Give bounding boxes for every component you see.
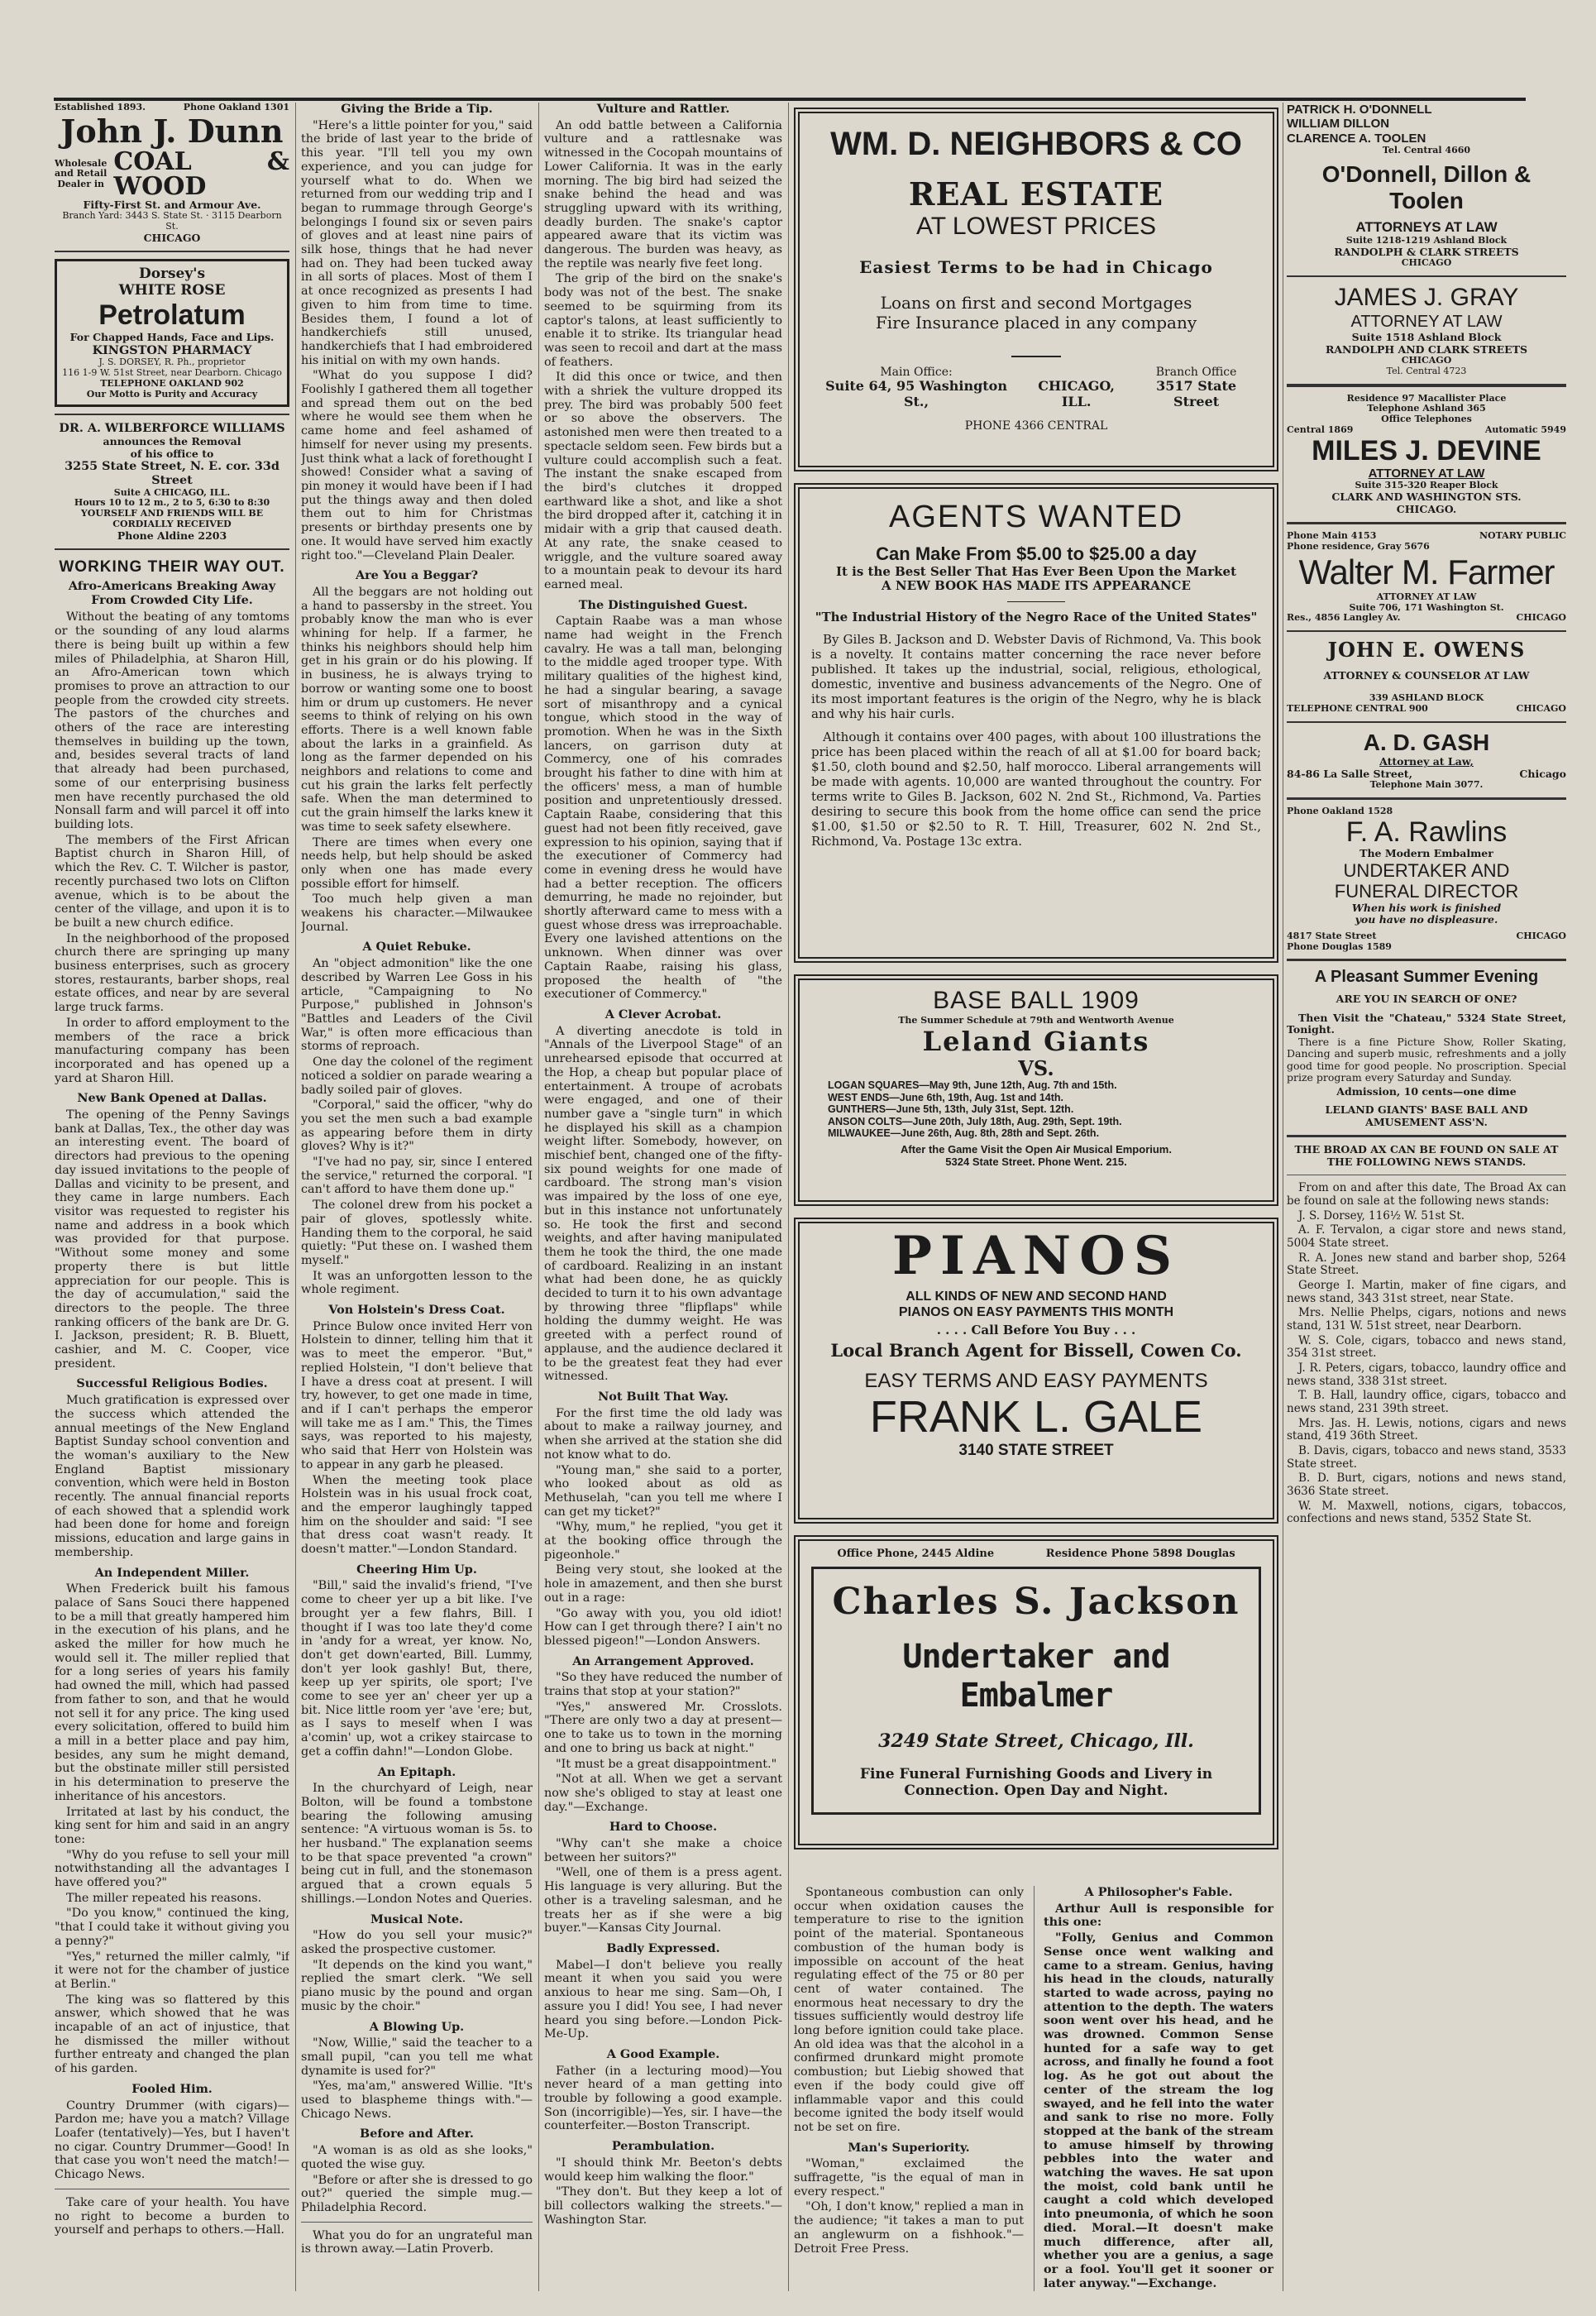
farmer-notary: NOTARY PUBLIC — [1479, 530, 1566, 542]
devine-res: Residence 97 Macallister Place — [1346, 392, 1507, 404]
badly-p1: Mabel—I don't believe you really meant it when you said you were anxious to hear me sing. Sam—Oh, I assure you I did! You see, I had never heard you sing before.—London Pick-Me-Up. — [544, 1958, 782, 2041]
dorsey-prop: J. S. DORSEY, R. Ph., proprietor — [98, 356, 246, 368]
dunn-coal-wood: COAL & WOOD — [113, 146, 289, 201]
gash-addr: 84-86 La Salle Street, — [1287, 767, 1412, 780]
williams-l5: Suite A CHICAGO, ILL. — [113, 486, 231, 498]
neighbors-phone: PHONE 4366 CENTRAL — [964, 419, 1108, 433]
stand-5: Mrs. Nellie Phelps, cigars, notions and news stand, 131 W. 51st street, near Dearborn. — [1287, 1306, 1566, 1333]
holstein-title: Von Holstein's Dress Coat. — [328, 1303, 505, 1318]
gray-tel: Tel. Central 4723 — [1386, 365, 1467, 376]
column-2 — [301, 103, 533, 2291]
before-title: Before and After. — [360, 2127, 474, 2141]
williams-l7: YOURSELF AND FRIENDS WILL BE CORDIALLY RECEIVED — [80, 508, 264, 529]
rebuke-p1: An "object admonition" like the one described by Warren Lee Goss in his article, "Campaigning to No Purpose," published in Johnson's "Battles and Leaders of the Civil War," is often more efficacious than storms of reproach. — [301, 957, 533, 1054]
odonnell-n2: WILLIAM DILLON — [1287, 117, 1390, 132]
working-title: WORKING THEIR WAY OUT. — [59, 558, 285, 577]
holstein-p2: When the meeting took place Holstein was in his usual frock coat, and the emperor laughingly tapped him on the shoulder and said: "I see that dress coat wasn't ready. It doesn't matter."—London Standard. — [301, 1473, 533, 1557]
pianos-l1: ALL KINDS OF NEW AND SECOND HAND — [906, 1290, 1167, 1304]
working-p2: The members of the First African Baptist church in Sharon Hill, of which the Rev. C. T. Wilcher is pastor, recently purchased two lots on Clifton avenue, which is to be about the center of the village, and upon it is to be built a new church edifice. — [55, 833, 289, 930]
baseball-game-2: WEST ENDS—June 6th, 19th, Aug. 1st and 14th. — [828, 1091, 1063, 1103]
choose-p1: "Why can't she make a choice between her suitors?" — [544, 1837, 782, 1864]
devine-office-tel: Office Telephones — [1381, 414, 1472, 424]
example-p1: Father (in a lecturing mood)—You never heard of a man getting into trouble by following a good example. Son (incorrigible)—Yes, sir. I have—the counterfeiter.—Boston Transcript. — [544, 2064, 782, 2133]
holstein-p1: Prince Bulow once invited Herr von Holstein to dinner, telling him that it was to meet the emperor. "But," replied Holstein, "I don't believe that I have a dress coat at present. I will try, however, to get one made in time, and if I can't perhaps the emperor will take me as I am." This, the Times says, was reported to his majesty, who said that Herr von Holstein was to appear in any garb he pleased. — [301, 1319, 533, 1471]
summer-q: ARE YOU IN SEARCH OF ONE? — [1336, 993, 1517, 1006]
arrangement-title: An Arrangement Approved. — [572, 1653, 754, 1668]
baseball-ad — [794, 974, 1278, 1206]
acrobat-title: A Clever Acrobat. — [604, 1007, 722, 1022]
gash-ad — [1287, 730, 1566, 791]
rawlins-name: F. A. Rawlins — [1345, 816, 1508, 848]
farmer-name: Walter M. Farmer — [1298, 552, 1555, 591]
rawlins-l2: FUNERAL DIRECTOR — [1334, 881, 1519, 902]
column-rule — [1034, 1886, 1035, 2291]
broad-ax-stands — [1287, 1144, 1566, 1525]
pianos-title: PIANOS — [891, 1225, 1181, 1287]
miller-p5: "Do you know," continued the king, "that I could take it without giving you a penny?" — [55, 1907, 289, 1948]
williams-l3: of his office to — [130, 447, 214, 460]
miller-p3: "Why do you refuse to sell your mill notwithstanding all the advantages I have offered you?" — [55, 1848, 289, 1890]
gray-role: ATTORNEY AT LAW — [1350, 312, 1503, 331]
stand-1: J. S. Dorsey, 116½ W. 51st St. — [1298, 1208, 1465, 1223]
farmer-res-phone: Phone residence, Gray 5676 — [1287, 540, 1430, 552]
beggar-p2: There are times when every one needs help, but help should be asked only when one has made every possible effort for himself. — [301, 835, 533, 891]
dunn-name: John J. Dunn — [60, 112, 284, 150]
williams-l8: Phone Aldine 2203 — [117, 529, 227, 542]
pianos-l2: PIANOS ON EASY PAYMENTS THIS MONTH — [898, 1304, 1174, 1319]
man-sup-p2: "Oh, I don't know," replied a man in the audience; "it takes a man to put an anglewurm on a fishhook."—Detroit Free Press. — [794, 2200, 1024, 2256]
working-sub: Afro-Americans Breaking Away From Crowded City Life. — [68, 579, 276, 607]
journey-p1: For the first time the old lady was about to make a railway journey, and when she arrived at the station she did not know what to do. — [544, 1406, 782, 1462]
lower-articles — [794, 1886, 1278, 2291]
odonnell-ad — [1287, 103, 1566, 269]
jackson-undertaker-ad — [794, 1535, 1278, 1849]
farmer-phone: Phone Main 4153 — [1287, 530, 1377, 542]
arrangement-p4: "Not at all. When we get a servant now she's obliged to stay at least one day."—Exchange. — [544, 1773, 782, 1814]
fable-title: A Philosopher's Fable. — [1084, 1886, 1233, 1899]
neighbors-real-estate: REAL ESTATE — [908, 175, 1164, 213]
miller-p4: The miller repeated his reasons. — [66, 1891, 262, 1905]
odonnell-tel: Tel. Central 4660 — [1382, 145, 1471, 156]
stand-6: W. S. Cole, cigars, tobacco and news stand, 354 31st street. — [1287, 1333, 1566, 1361]
vulture-p2: The grip of the bird on the snake's body was not of the best. The snake seemed to be squirming from its captor's talons, at least sufficiently to enable it to strike. Its triangular head was seen to recoil and dart at the mass of feathers. — [544, 272, 782, 369]
miller-p7: The king was so flattered by this answer, which showed that he was incapable of an act of injustice, that he dismissed the miller without further entreaty and changed the plan of his garden. — [55, 1993, 289, 2076]
dorsey-line4: For Chapped Hands, Face and Lips. — [69, 331, 275, 344]
column-rule — [538, 103, 539, 2291]
baseball-team: Leland Giants — [922, 1025, 1150, 1057]
before-p1: "A woman is as old as she looks," quoted the wise guy. — [301, 2144, 533, 2171]
neighbors-loans: Loans on first and second Mortgages — [880, 293, 1192, 313]
dunn-established: Established 1893. — [55, 103, 146, 112]
odonnell-n1: PATRICK H. O'DONNELL — [1287, 103, 1432, 117]
gray-suite: Suite 1518 Ashland Block — [1351, 331, 1502, 343]
devine-central: Central 1869 — [1287, 423, 1354, 435]
rebuke-title: A Quiet Rebuke. — [362, 940, 471, 955]
epitaph-title: An Epitaph. — [377, 1764, 456, 1779]
rebuke-p4: "I've had no pay, sir, since I entered the service," returned the corporal. "I can't afford to have them done up." — [301, 1156, 533, 1197]
neighbors-main-addr: Suite 64, 95 Washington St., — [825, 378, 1007, 409]
journey-title: Not Built That Way. — [598, 1389, 729, 1404]
blowing-p1: "Now, Willie," said the teacher to a small pupil, "can you tell me what dynamite is used for?" — [301, 2036, 533, 2078]
acrobat-p1: A diverting anecdote is told in "Annals of the Liverpool Stage" of an unrehearsed episode that occurred at the Hop, a cheap but popular place of entertainment. A troupe of acrobats were engaged, and one of their number gave a "single turn" in which he displayed his skill as a champion weight lifter. Somebody, however, on mischief bent, changed one of the fifty-six pound weights for one made of cardboard. The strong man's vision was impaired by the loss of one eye, but in this instance not unfortunately so. He took the first and second weights, and after having manipulated them he took the third, the one made of cardboard. Realizing in an instant what had been done, he as quickly decided to turn it to his own advantage by throwing three "flipflaps" while holding the dummy weight. He was greeted with a perfect round of applause, and the audience declared it to be the greatest feat they had ever witnessed. — [544, 1024, 782, 1384]
top-rule — [54, 98, 1526, 101]
rawlins-ad — [1287, 806, 1566, 952]
dorsey-pharmacy: KINGSTON PHARMACY — [92, 342, 252, 357]
summer-visit: Then Visit the "Chateau," 5324 State Street, Tonight. — [1287, 1011, 1566, 1036]
religious-p1: Much gratification is expressed over the success which attended the annual meetings of the New England Baptist Sunday school convention and the woman's auxiliary to the New England Baptist missionary convention, which were held in Boston recently. The annual financial reports of each showed that a splendid work had been done for home and foreign missions, education and large gains in membership. — [55, 1394, 289, 1559]
broad-ax-intro: From on and after this date, The Broad Ax can be found on sale at the following news stands: — [1287, 1181, 1566, 1208]
dorsey-line1: Dorsey's — [138, 266, 206, 283]
perambulation-p1: "I should think Mr. Beeton's debts would keep him walking the floor." — [544, 2156, 782, 2184]
religious-title: Successful Religious Bodies. — [76, 1376, 268, 1391]
agents-p2: Although it contains over 400 pages, with about 100 illustrations the price has been placed within the reach of all at $1.00 for board back; $1.50, cloth bound and $2.50, half morocco. Liberal arrangements will be made with agents. 10,000 are wanted throughout the country. For terms write to Giles B. Jackson, 602 N. 2nd St., Richmond, Va. Parties desiring to secure this book from the home office can send the price $1.00, $1.50 or $2.50 to R. T. Hill, Treasurer, 602 N. 2nd St., Richmond, Va. Postage 13c extra. — [811, 729, 1261, 849]
neighbors-lowest: AT LOWEST PRICES — [915, 213, 1157, 241]
perambulation-p2: "They don't. But they keep a lot of bill collectors walking the streets."—Washington Star. — [544, 2185, 782, 2227]
musical-title: Musical Note. — [370, 1912, 464, 1926]
column-5-directory — [1287, 103, 1566, 2291]
devine-suite: Suite 315-320 Reaper Block — [1355, 480, 1498, 491]
ads-column — [794, 103, 1278, 1881]
working-p4: In order to afford employment to the members of the race a brick manufacturing company has been incorporated and has opened up a yard at Sharon Hill. — [55, 1016, 289, 1085]
jackson-res-phone: Residence Phone 5898 Douglas — [1045, 1548, 1235, 1560]
bride-p2: "What do you suppose I did? Foolishly I gathered them all together and spread them out on the bed where he would see them when he came home and feel ashamed of himself for never using my presents. Just think what a lack of forethought I showed! Consider what a saving of pin money it would have been if I had put the things away and then doled them out to him for Christmas presents or birthday presents one by one. It would have served him exactly right too."—Cleveland Plain Dealer. — [301, 369, 533, 562]
dunn-phone: Phone Oakland 1301 — [183, 103, 289, 112]
summer-title: A Pleasant Summer Evening — [1314, 968, 1539, 987]
owens-tel: TELEPHONE CENTRAL 900 — [1287, 703, 1428, 715]
stand-11: B. D. Burt, cigars, notions and news stand, 3636 State street. — [1287, 1471, 1566, 1498]
odonnell-city: CHICAGO — [1401, 257, 1452, 269]
agents-earn: Can Make From $5.00 to $25.00 a day — [876, 543, 1197, 565]
odonnell-streets: RANDOLPH & CLARK STREETS — [1334, 245, 1519, 258]
man-sup-p1: "Woman," exclaimed the suffragette, "is the equal of man in every respect." — [794, 2157, 1024, 2199]
rawlins-phone2: Phone Douglas 1589 — [1287, 940, 1392, 952]
baseball-address: 5324 State Street. Phone Went. 215. — [945, 1156, 1127, 1169]
pianos-ad — [794, 1218, 1278, 1524]
blowing-p2: "Yes, ma'am," answered Willie. "It's used to blaspheme things with."—Chicago News. — [301, 2079, 533, 2121]
column-1 — [55, 103, 289, 2291]
choose-p2: "Well, one of them is a press agent. His language is very alluring. But the other is a traveling salesman, and he treats her as if she were a big buyer."—Kansas City Journal. — [544, 1866, 782, 1936]
dorsey-line2: WHITE ROSE — [118, 282, 226, 299]
devine-streets: CLARK AND WASHINGTON STS. — [1331, 490, 1522, 504]
journey-p5: "Go away with you, you old idiot! How can I get through there? I ain't no blessed pigeon!"—London Answers. — [544, 1606, 782, 1648]
stand-8: T. B. Hall, laundry office, cigars, tobacco and news stand, 231 39th street. — [1287, 1389, 1566, 1415]
summer-evening-ad — [1287, 968, 1566, 1128]
miller-p6: "Yes," returned the miller calmly, "if it were not for the chamber of justice at Berlin." — [55, 1950, 289, 1991]
column-3 — [544, 103, 782, 2291]
devine-role: ATTORNEY AT LAW — [1368, 466, 1485, 481]
man-sup-title: Man's Superiority. — [848, 2140, 970, 2155]
before-p2: "Before or after she is dressed to go out?" queried the simple mug.—Philadelphia Record. — [301, 2173, 533, 2214]
gray-ad — [1287, 284, 1566, 376]
rebuke-p6: It was an unforgotten lesson to the whole regiment. — [301, 1269, 533, 1297]
badly-title: Badly Expressed. — [606, 1941, 720, 1955]
bride-p1: "Here's a little pointer for you," said the bride of last year to the bride of this year. "I'll tell you my own experience, and you can judge for yourself what to do. When we returned from our wedding trip and I began to rummage through George's belongings I found six or seven pairs of gloves and at least nine pairs of silk hose, things that he had never had on. They had been tucked away in all sorts of places. Most of them I at once recognized as presents I had given to him from time to time. Besides them, I found a lot of handkerchiefs still unused, handkerchiefs that I had embroidered his initial on with my own hands. — [301, 118, 533, 367]
working-p1: Without the beating of any tomtoms or the sounding of any loud alarms there is being built up within a few miles of Philadelphia, at Sharon Hill, an Afro-American town which promises to prove an attraction to our people from the crowded city streets. The pastors of the churches and others of the race are interesting themselves in building up the town, and, besides several tracts of land that already had been purchased, some of our enterprising business men have recently purchased the old Nonsall farm and will parcel it off into building lots. — [55, 610, 289, 831]
gray-name: JAMES J. GRAY — [1334, 284, 1519, 312]
neighbors-name: WM. D. NEIGHBORS & CO — [830, 126, 1242, 162]
fable-p1: Arthur Aull is responsible for this one: — [1044, 1901, 1273, 1930]
broad-ax-title: THE BROAD AX CAN BE FOUND ON SALE AT THE FOLLOWING NEWS STANDS. — [1294, 1143, 1559, 1168]
gash-tel: Telephone Main 3077. — [1369, 779, 1484, 791]
rawlins-l1: UNDERTAKER AND — [1343, 859, 1510, 881]
baseball-title: BASE BALL 1909 — [933, 987, 1140, 1014]
guest-title: The Distinguished Guest. — [578, 597, 748, 612]
vulture-p1: An odd battle between a California vulture and a rattlesnake was witnessed in the Cocopah mountains of Lower California. It was in the early morning. The big bird had seized the snake behind the head and was struggling upward with its writhing, deadly burden. The snake's captor appeared aware that its victim was dangerous. The burden was heavy, as the reptile was nearly five feet long. — [544, 118, 782, 270]
rawlins-tag: The Modern Embalmer — [1359, 847, 1493, 860]
baseball-game-1: LOGAN SQUARES—May 9th, June 12th, Aug. 7th and 15th. — [828, 1079, 1117, 1092]
agents-wanted-ad — [794, 483, 1278, 963]
baseball-after: After the Game Visit the Open Air Musical Emporium. — [901, 1142, 1172, 1156]
owens-role: ATTORNEY & COUNSELOR AT LAW — [1323, 668, 1530, 682]
neighbors-branch-addr: 3517 State Street — [1156, 378, 1237, 409]
dorsey-petrolatum: Petrolatum — [98, 299, 246, 331]
summer-assn: LELAND GIANTS' BASE BALL AND AMUSEMENT ASS'N. — [1325, 1103, 1528, 1128]
fooled-p1: Country Drummer (with cigars)—Pardon me; have you a match? Village Loafer (tentatively)—Yes, but I haven't no cigar. Country Drummer—Good! In that case you won't need the match!—Chicago News. — [55, 2098, 289, 2182]
williams-l6: Hours 10 to 12 m., 2 to 5, 6:30 to 8:30 — [74, 497, 270, 509]
choose-title: Hard to Choose. — [609, 1820, 718, 1835]
stand-10: B. Davis, cigars, tobacco and news stand, 3533 State street. — [1287, 1443, 1566, 1471]
fable-p2: "Folly, Genius and Common Sense once went walking and came to a stream. Genius, having his head in the clouds, naturally started to wade across, paying no attention to the depth. The waters soon went over his head, and he was drowned. Common Sense hunted for a safe way to get across, and finally he found a foot log. As he got out about the center of the stream the log swayed, and he fell into the water and sank to rise no more. Folly stopped at the bank of the stream to amuse himself by throwing pebbles into the water and watching the waves. He sat upon the moist, cold bank until he caught a cold which developed into pneumonia, of which he soon died. Moral.—It doesn't make much difference, after all, whether you are a genius, a sage or a fool. You'll get it sooner or later anyway."—Exchange. — [1044, 1931, 1273, 2290]
rebuke-p3: "Corporal," said the officer, "why do you set the men such a bad example as appearing before them in dirty gloves? Why is it?" — [301, 1098, 533, 1154]
pianos-addr: 3140 STATE STREET — [958, 1442, 1114, 1460]
pianos-l5: EASY TERMS AND EASY PAYMENTS — [864, 1369, 1208, 1392]
beggar-p3: Too much help given a man weakens his character.—Milwaukee Journal. — [301, 892, 533, 934]
musical-p1: "How do you sell your music?" asked the prospective customer. — [301, 1929, 533, 1956]
guest-p1: Captain Raabe was a man whose name had weight in the French cavalry. He was a tall man, belonging to the middle aged trooper type. With military qualities of the highest kind, he had a singular bearing, a savage sort of misanthropy and a cynical tongue, which stood in the way of promotion. When he was in the Sixth lancers, on garrison duty at Commercy, one of his comrades brought his father to dine with him at the officers' mess, a man of humble position and unpretentiously dressed. Captain Raabe, considering that this guest had not been fitly received, gave expression to his opinion, saying that if the executioner of Commercy had come in evening dress he would have had a better reception. The officers demurring, he made no rejoinder, but shortly afterward came to mess with a guest whose dress was irreproachable. Every one lavished attentions on the unknown. When dinner was over Captain Raabe, raising his glass, proposed the health of "the executioner of Commercy." — [544, 615, 782, 1002]
owens-block: 339 ASHLAND BLOCK — [1369, 692, 1484, 704]
agents-p1: By Giles B. Jackson and D. Webster Davis of Richmond, Va. This book is a novelty. It contains matter concerning the race never before published. It takes up the industrial, social, religious, ethological, domestic, inventive and business advancements of the Negro. One of its most important features is the origin of the Negro, why he is black and why his hair curls. — [811, 631, 1261, 721]
cheering-p1: "Bill," said the invalid's friend, "I've come to cheer yer up a bit like. I've brought yer a few flahrs, Bill. I thought if I was too late they'd come in 'andy for a wreat, yer know. No, don't get down'earted, Bill. Lummy, don't yer look gashly! But, there, keep up yer spirits, ole sport; I've come to see yer an' cheer yer up a bit. Nice little room yer 'ave 'ere; but, as I says to meself when I was a'comin' up, wot a crikey staircase to get a coffin dahn!"—London Globe. — [301, 1579, 533, 1759]
beggar-p1: All the beggars are not holding out a hand to passersby in the street. You probably know the man who is ever whining for help. If a farmer, he thinks his neighbors should help him get in his grain or do his plowing. If in business, he is always trying to borrow or wanting some one to boost him or drum up customers. He never seems to think of relying on his own efforts. There is a well known fable about the larks in a grainfield. As long as the farmer depended on his neighbors and relations to come and cut his grain the larks felt perfectly safe. When the man determined to cut the grain himself the larks knew it was time to seek safety elsewhere. — [301, 585, 533, 834]
pianos-l3: . . . . Call Before You Buy . . . — [936, 1323, 1136, 1338]
agents-title: AGENTS WANTED — [888, 500, 1184, 534]
working-p3: In the neighborhood of the proposed church there are springing up many business enterprises, such as grocery stores, restaurants, barber shops, real estate offices, and near by are several large truck farms. — [55, 931, 289, 1015]
farmer-city: CHICAGO — [1516, 612, 1566, 624]
summer-adm: Admission, 10 cents—one dime — [1336, 1084, 1517, 1098]
neighbors-main-label: Main Office: — [880, 365, 953, 379]
farmer-role: ATTORNEY AT LAW — [1376, 591, 1477, 602]
neighbors-city: CHICAGO, ILL. — [1038, 378, 1115, 409]
dorsey-petrolatum-ad — [55, 259, 289, 407]
pianos-l4: Local Branch Agent for Bissell, Cowen Co. — [830, 1340, 1242, 1361]
owens-name: JOHN E. OWENS — [1327, 638, 1526, 663]
devine-city: CHICAGO. — [1396, 502, 1457, 515]
lower-col-a — [794, 1886, 1024, 2291]
baseball-vs: VS. — [1018, 1055, 1054, 1080]
devine-ad — [1287, 394, 1566, 516]
farmer-suite: Suite 706, 171 Washington St. — [1349, 601, 1504, 613]
cheering-title: Cheering Him Up. — [356, 1562, 477, 1577]
stand-4: George I. Martin, maker of fine cigars, and news stand, 343 31st street, near State. — [1287, 1279, 1566, 1305]
beggar-title: Are You a Beggar? — [355, 568, 479, 583]
journey-p4: Being very stout, she looked at the hole in amazement, and then she burst out in a rage: — [544, 1563, 782, 1605]
arrangement-p2: "Yes," answered Mr. Crosslots. "There are only two a day at present—one to take us to town in the morning and one to bring us back at night." — [544, 1700, 782, 1755]
health-text: Take care of your health. You have no right to become a burden to yourself and perhaps to others.—Hall. — [55, 2195, 289, 2237]
dunn-branch: Branch Yard: 3443 S. State St. · 3115 Dearborn St. — [62, 210, 282, 232]
lower-col-b — [1044, 1886, 1273, 2291]
baseball-game-4: ANSON COLTS—June 20th, July 18th, Aug. 29th, Sept. 19th. — [828, 1115, 1122, 1127]
baseball-game-3: GUNTHERS—June 5th, 13th, July 31st, Sept. 12th. — [828, 1103, 1074, 1116]
williams-l1: DR. A. WILBERFORCE WILLIAMS — [59, 421, 285, 436]
rebuke-p5: The colonel drew from his pocket a pair of gloves, spotlessly white. Handing them to the corporal, he said quietly: "Put these on. I washed them myself." — [301, 1199, 533, 1267]
rawlins-motto1: When his work is finished — [1351, 901, 1502, 914]
neighbors-branch-label: Branch Office — [1155, 365, 1237, 379]
neighbors-insurance: Fire Insurance placed in any company — [875, 312, 1197, 333]
stand-9: Mrs. Jas. H. Lewis, notions, cigars and news stand, 419 36th Street. — [1287, 1416, 1566, 1443]
devine-name: MILES J. DEVINE — [1312, 434, 1541, 467]
pianos-name: FRANK L. GALE — [869, 1391, 1203, 1442]
williams-l4: 3255 State Street, N. E. cor. 33d Street — [65, 459, 280, 487]
gash-city: Chicago — [1519, 767, 1566, 780]
stand-3: R. A. Jones new stand and barber shop, 5264 State Street. — [1287, 1251, 1566, 1278]
jackson-addr: 3249 State Street, Chicago, Ill. — [878, 1730, 1194, 1752]
jackson-fine: Fine Funeral Furnishing Goods and Livery in Connection. Open Day and Night. — [859, 1766, 1213, 1800]
odonnell-firm: O'Donnell, Dillon & Toolen — [1321, 160, 1531, 214]
baseball-game-5: MILWAUKEE—June 26th, Aug. 8th, 28th and Sept. 26th. — [828, 1127, 1100, 1140]
stand-12: W. M. Maxwell, notions, cigars, tobaccos, confections and news stand, 5352 State St. — [1287, 1499, 1566, 1526]
gash-name: A. D. GASH — [1363, 729, 1490, 755]
dunn-address: Fifty-First St. and Armour Ave. — [83, 198, 261, 211]
fooled-title: Fooled Him. — [131, 2081, 213, 2096]
journey-p2: "Young man," she said to a porter, who looked about as old as Methuselah, "can you tell me where I can get my ticket?" — [544, 1463, 782, 1519]
jackson-office-phone: Office Phone, 2445 Aldine — [837, 1548, 995, 1560]
odonnell-n3: CLARENCE A. TOOLEN — [1287, 131, 1426, 146]
combustion-p1: Spontaneous combustion can only occur when oxidation causes the temperature to rise to the ignition point of the material. Spontaneous combustion of the human body is impossible on account of the heat regulating effect of the 75 or 80 per cent of water contained. The enormous heat necessary to dry the tissues sufficiently would destroy life long before ignition could take place. An old idea was that the alcohol in a confirmed drunkard might promote combustion; but Liebig showed that even if the body could give off inflammable vapor and this could become ignited the body itself would not be set on fire. — [794, 1886, 1024, 2134]
odonnell-suite: Suite 1218-1219 Ashland Block — [1345, 235, 1508, 246]
devine-auto: Automatic 5949 — [1484, 423, 1566, 435]
closing-text: What you do for an ungrateful man is thrown away.—Latin Proverb. — [301, 2228, 533, 2256]
bank-p1: The opening of the Penny Savings bank at Dallas, Tex., the other day was an interesting event. The board of directors had previous to the opening day issued invitations to the people of Dallas and vicinity to be present, and they came in large numbers. Each visitor was requested to register his name and address in a book which was provided for that purpose. "Without some money and some property there is but little appreciation for our people. This is the day of accumulation," said the directors to the people. The three ranking officers of the bank are Dr. G. I. Jackson, president; R. B. Bluett, cashier, and M. C. Cooper, vice president. — [55, 1108, 289, 1371]
farmer-res: Res., 4856 Langley Av. — [1287, 612, 1401, 624]
farmer-ad — [1287, 531, 1566, 624]
dunn-coal-ad — [55, 103, 289, 244]
dunn-side-text: Wholesale and Retail Dealer in — [55, 157, 108, 190]
stand-7: J. R. Peters, cigars, tobacco, laundry office and news stand, 338 31st street. — [1287, 1361, 1566, 1388]
dorsey-phone: TELEPHONE OAKLAND 902 — [100, 377, 244, 389]
devine-tel-a: Telephone Ashland 365 — [1367, 403, 1486, 414]
perambulation-title: Perambulation. — [611, 2139, 715, 2154]
owens-city: CHICAGO — [1516, 703, 1566, 715]
stand-2: A. F. Tervalon, a cigar store and news stand, 5004 State street. — [1287, 1223, 1566, 1251]
vulture-p3: It did this once or twice, and then with a shriek the vulture dropped its prey. The bird was probably 500 feet or so above the observers. The astonished men were then treated to a spectacle seldom seen. Few birds but a vulture could accomplish such a feat. The instant the snake escaped from the bird's clutches it dropped earthward like a shot, and like a shot the bird dropped after it, catching it in midair with a grip that caused death. At any rate, the snake ceased to wriggle, and the vulture soared away to a mountain peak to devour its hard earned meal. — [544, 371, 782, 591]
column-rule — [295, 103, 296, 2291]
musical-p2: "It depends on the kind you want," replied the smart clerk. "We sell piano music by the pound and organ music by the choir." — [301, 1958, 533, 2013]
arrangement-p3: "It must be a great disappointment." — [556, 1757, 777, 1771]
summer-p1: There is a fine Picture Show, Roller Skating, Dancing and superb music, refreshments and a jolly good time for good people. No proscription. Special prize program every Saturday and Sunday. — [1287, 1035, 1566, 1084]
agents-book-title: "The Industrial History of the Negro Race of the United States" — [815, 610, 1258, 625]
rebuke-p2: One day the colonel of the regiment noticed a soldier on parade wearing a badly soiled pair of gloves. — [301, 1055, 533, 1097]
bride-title: Giving the Bride a Tip. — [341, 103, 493, 116]
williams-ad — [55, 422, 289, 542]
epitaph-p1: In the churchyard of Leigh, near Bolton, will be found a tombstone bearing the following amusing sentence: "A virtuous woman is 5s. to her husband." The explanation seems to be that space prevented "a crown" being cut in full, and the stonemason argued that a crown equals 5 shillings.—London Notes and Queries. — [301, 1782, 533, 1906]
arrangement-p1: "So they have reduced the number of trains that stop at your station?" — [544, 1671, 782, 1699]
journey-p3: "Why, mum," he replied, "you get it at the booking office through the pigeonhole." — [544, 1520, 782, 1562]
rawlins-city: CHICAGO — [1516, 930, 1566, 941]
williams-l2: announces the Removal — [103, 435, 241, 448]
owens-ad — [1287, 639, 1566, 715]
agents-best: It is the Best Seller That Has Ever Been Upon the Market — [836, 563, 1236, 579]
miller-title: An Independent Miller. — [94, 1565, 250, 1580]
neighbors-realestate-ad — [794, 108, 1278, 471]
neighbors-terms: Easiest Terms to be had in Chicago — [859, 257, 1213, 278]
odonnell-role: ATTORNEYS AT LAW — [1355, 219, 1498, 236]
rawlins-phone: Phone Oakland 1528 — [1287, 806, 1393, 817]
rawlins-addr: 4817 State Street — [1287, 930, 1377, 941]
rawlins-motto2: you have no displeasure. — [1355, 913, 1498, 926]
gray-city: CHICAGO — [1401, 355, 1452, 366]
jackson-name: Charles S. Jackson — [832, 1581, 1240, 1624]
jackson-trade: Undertaker and Embalmer — [902, 1638, 1170, 1715]
blowing-title: A Blowing Up. — [369, 2019, 465, 2034]
vulture-title: Vulture and Rattler. — [596, 103, 730, 116]
dorsey-motto: Our Motto is Purity and Accuracy — [86, 388, 258, 400]
dorsey-addr: 116 1-9 W. 51st Street, near Dearborn. Chicago — [62, 367, 282, 379]
gray-streets: RANDOLPH AND CLARK STREETS — [1325, 342, 1528, 356]
dunn-city: CHICAGO — [143, 231, 201, 244]
miller-p1: When Frederick built his famous palace of Sans Souci there happened to be a mill that greatly hampered him in the execution of his plans, and he asked the miller for how much he would sell it. The miller replied that for a long series of years his family had owned the mill, which had passed from father to son, and that he would not sell it for any price. The king used every solicitation, offered to build him a mill in a better place and pay him, besides, any sum he might demand, but the obstinate miller still persisted in his determination to preserve the inheritance of his ancestors. — [55, 1582, 289, 1803]
baseball-schedule: The Summer Schedule at 79th and Wentworth Avenue — [898, 1014, 1174, 1026]
bank-title: New Bank Opened at Dallas. — [77, 1091, 267, 1106]
column-rule — [788, 103, 789, 2291]
agents-new-book: A NEW BOOK HAS MADE ITS APPEARANCE — [882, 577, 1191, 593]
example-title: A Good Example. — [606, 2046, 720, 2061]
gash-role: Attorney at Law, — [1379, 755, 1474, 768]
miller-p2: Irritated at last by his conduct, the king sent for him and said in an angry tone: — [55, 1805, 289, 1846]
